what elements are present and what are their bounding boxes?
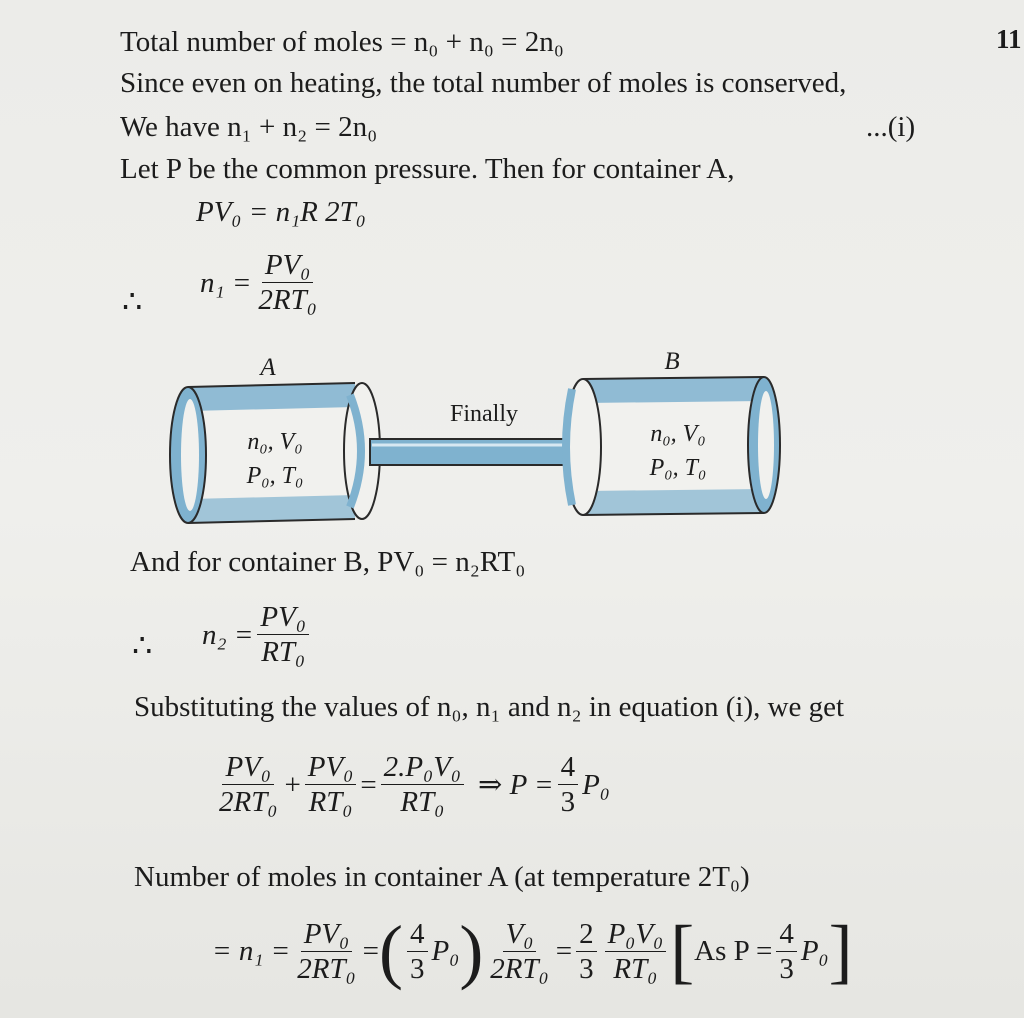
equation-final (212, 911, 853, 991)
final-d-denominator: RT₀ (613, 952, 658, 985)
equation-sum (212, 750, 610, 819)
therefore-symbol: ∴ (122, 283, 143, 319)
sum-b-denominator: RT₀ (308, 786, 353, 818)
implies-p: ⇒ P = (478, 768, 554, 801)
final-e-tail: P₀ (800, 935, 829, 967)
final-p-denominator: 3 (410, 952, 425, 985)
left-bracket: [ (670, 911, 695, 991)
final-equals-1: = (362, 935, 380, 967)
final-d-numerator: P₀V₀ (605, 917, 667, 952)
n2-numerator: PV₀ (257, 600, 309, 635)
line-common-pressure: Let P be the common pressure. Then for container A, (120, 153, 735, 185)
four-thirds-numerator: 4 (558, 750, 579, 785)
final-e-denominator: 3 (779, 952, 794, 985)
connecting-tube (370, 439, 592, 465)
label-container-b: B (664, 348, 680, 375)
final-equals-2: = (555, 935, 573, 967)
four-thirds-fraction (558, 750, 579, 819)
sum-c-denominator: RT₀ (400, 786, 445, 818)
final-a-denominator: 2RT₀ (297, 952, 356, 985)
sum-fraction-b (305, 750, 357, 819)
sum-c-numerator: 2.P₀V₀ (381, 750, 464, 785)
final-c-numerator: 2 (576, 917, 597, 952)
final-fraction-a (294, 917, 358, 986)
equation-n1 (200, 248, 324, 317)
label-container-a: A (260, 354, 276, 381)
final-fraction-b (487, 917, 551, 986)
sum-a-numerator: PV₀ (222, 750, 274, 785)
n1-numerator: PV₀ (262, 248, 314, 283)
p-zero: P₀ (582, 768, 610, 801)
n1-denominator: 2RT₀ (258, 284, 317, 316)
equals-sign: = (360, 768, 377, 801)
n1-lhs: n₁ = (200, 266, 252, 299)
sum-fraction-c (381, 750, 464, 819)
left-paren: ( (379, 911, 404, 991)
four-thirds-denominator: 3 (560, 786, 576, 818)
sum-a-denominator: 2RT₀ (219, 786, 278, 818)
final-e-numerator: 4 (776, 917, 797, 952)
final-start: = n₁ = (212, 935, 291, 967)
plus-sign: + (284, 768, 301, 801)
n2-fraction (257, 600, 309, 669)
final-p-zero: P₀ (431, 935, 460, 967)
final-a-numerator: PV₀ (301, 917, 353, 952)
page-number: 11 (996, 24, 1022, 54)
line-number-of-moles: Number of moles in container A (at temperature 2T₀) (134, 861, 750, 893)
n2-denominator: RT₀ (261, 636, 306, 668)
therefore-symbol-2: ∴ (132, 627, 153, 663)
sum-fraction-a (216, 750, 280, 819)
equation-n2 (202, 600, 313, 669)
final-c-denominator: 3 (579, 952, 594, 985)
equation-container-a: PV₀ = n₁R 2T₀ (196, 196, 366, 228)
container-a-line1: n₀, V₀ (247, 429, 303, 455)
final-fraction-d (605, 917, 667, 986)
right-paren: ) (459, 911, 484, 991)
line-container-b: And for container B, PV₀ = n₂RT₀ (130, 546, 526, 578)
final-fraction-e (776, 917, 797, 986)
sum-b-numerator: PV₀ (305, 750, 357, 785)
final-fraction-c (576, 917, 597, 986)
container-b-line2: P₀, T₀ (649, 455, 707, 481)
containers-diagram (0, 345, 1024, 565)
n1-fraction (255, 248, 319, 317)
label-finally: Finally (449, 401, 519, 427)
final-fraction-p (407, 917, 428, 986)
equation-ref-i: ...(i) (866, 111, 916, 143)
final-b-denominator: 2RT₀ (490, 952, 549, 985)
container-a-line2: P₀, T₀ (246, 463, 304, 489)
line-substituting: Substituting the values of n₀, n₁ and n₂ in equation (i), we get (134, 691, 845, 723)
container-b-line1: n₀, V₀ (650, 421, 706, 447)
final-p-numerator: 4 (407, 917, 428, 952)
final-b-numerator: V₀ (503, 917, 537, 952)
line-we-have: We have n₁ + n₂ = 2n₀ (120, 111, 378, 143)
line-total-moles: Total number of moles = n₀ + n₀ = 2n₀ (120, 26, 564, 58)
final-as-p: As P = (694, 935, 773, 967)
n2-lhs: n₂ = (202, 618, 254, 651)
line-conserved: Since even on heating, the total number of moles is conserved, (120, 67, 847, 99)
right-bracket: ] (828, 911, 853, 991)
